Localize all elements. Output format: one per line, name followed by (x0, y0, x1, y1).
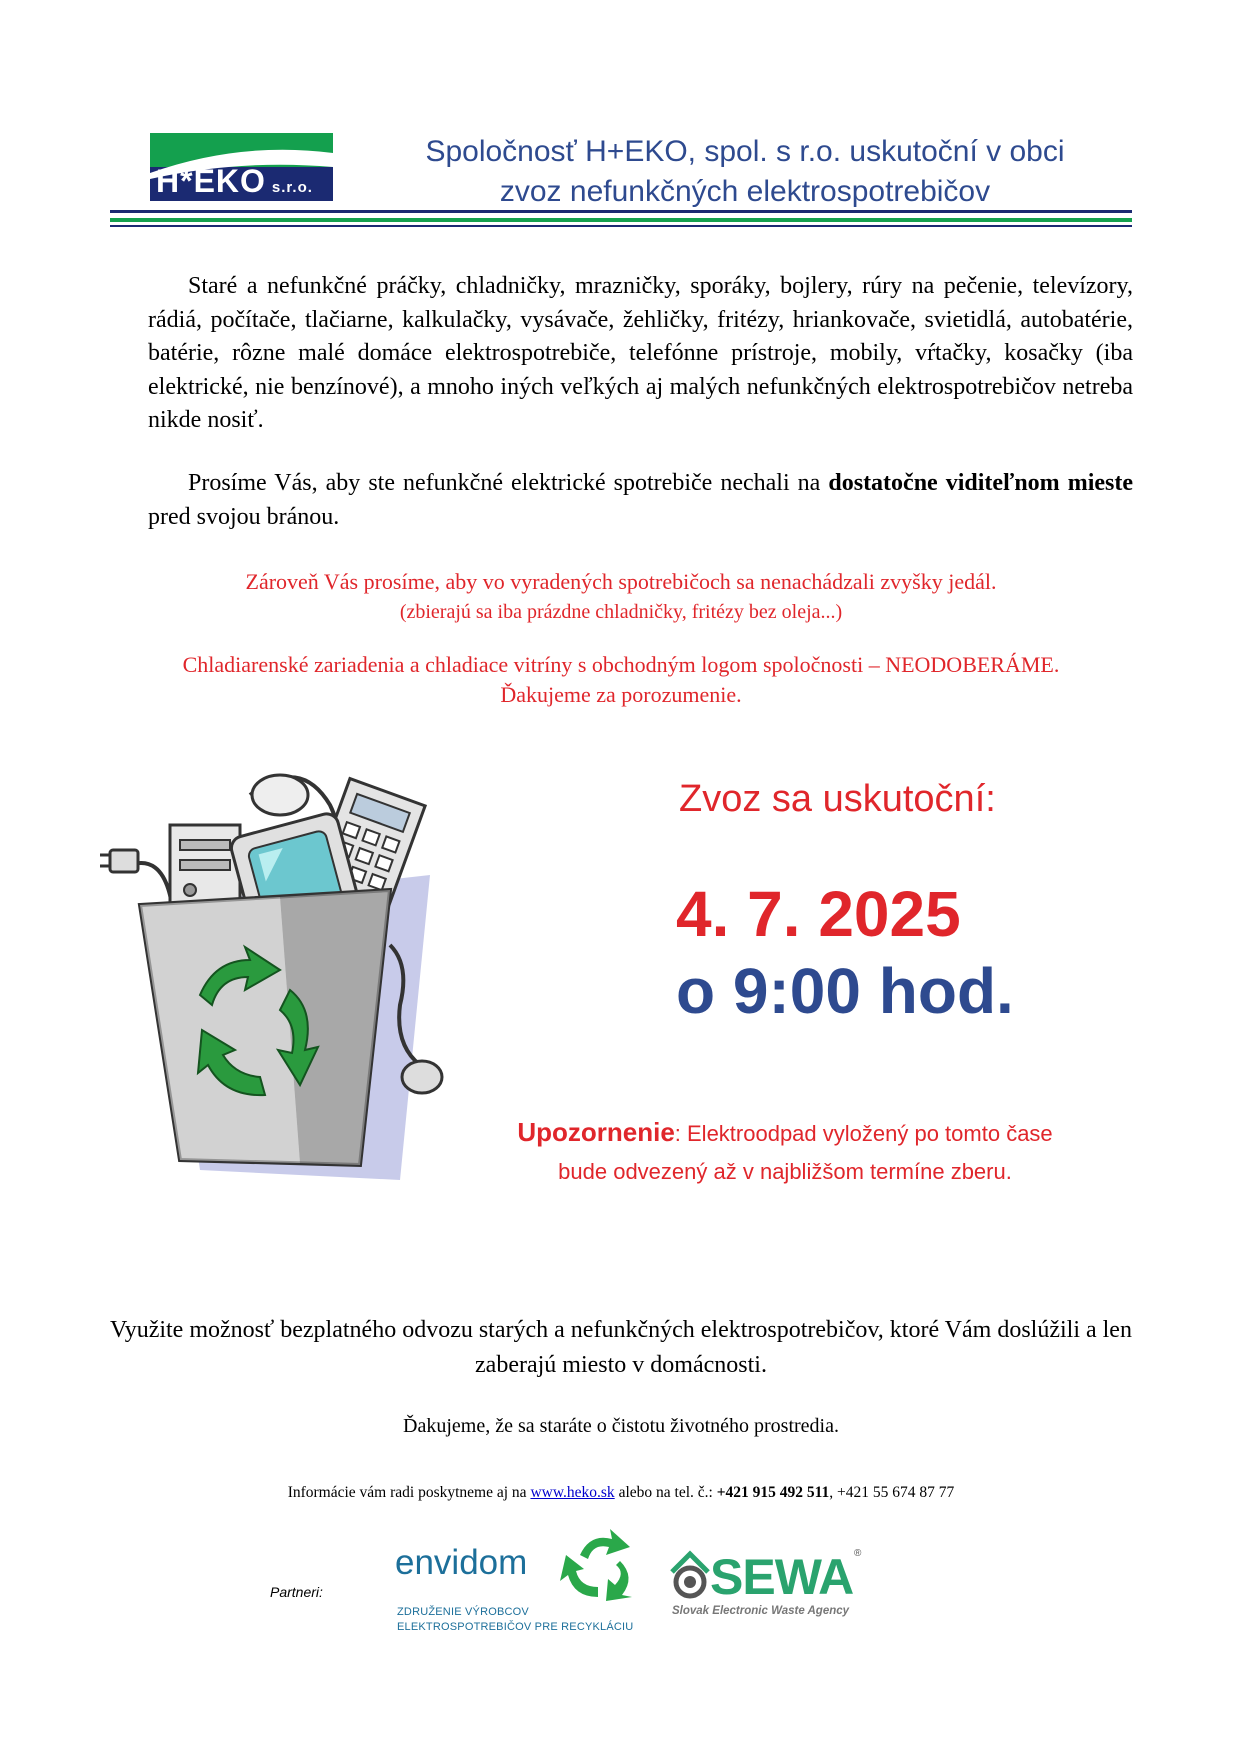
event-time: o 9:00 hod. (676, 955, 1014, 1027)
plug-icon (110, 850, 138, 872)
header-rule-navy-thin (110, 225, 1132, 227)
note-commercial-line-1: Chladiarenské zariadenia a chladiace vitríny s obchodným logom spoločnosti – NEODOBERÁME. (182, 652, 1060, 677)
note-food-line-1: Zároveň Vás prosíme, aby vo vyradených spotrebičoch sa nenachádzali zvyšky jedál. (245, 569, 997, 594)
warning-label: Upozornenie (517, 1117, 675, 1147)
event-date: 4. 7. 2025 (676, 878, 961, 950)
logo-suffix: s.r.o. (271, 179, 313, 196)
envidom-sub-line-2: ELEKTROSPOTREBIČOV PRE RECYKLÁCIU (397, 1621, 634, 1633)
warning-line-2: bude odvezený až v najbližšom termíne zberu. (558, 1159, 1012, 1184)
sewa-name: SEWA (710, 1549, 854, 1605)
connector-icon (402, 1061, 442, 1093)
header-rule-green (110, 218, 1132, 222)
request-text-before: Prosíme Vás, aby ste nefunkčné elektrické spotrebiče nechali na (188, 470, 829, 496)
request-paragraph (148, 467, 1133, 534)
recycle-bin-illustration (100, 765, 460, 1185)
contact-text-before: Informácie vám radi poskytneme aj na (287, 1484, 531, 1501)
note-commercial (110, 650, 1132, 710)
offer-text: Využite možnosť bezplatného odvozu starých a nefunkčných elektrospotrebičov, ktoré Vám doslúžili a len zaberajú miesto v domácnosti. (110, 1317, 1132, 1378)
request-bold: dostatočne viditeľnom mieste (828, 470, 1133, 496)
header-line-2: zvoz nefunkčných elektrospotrebičov (499, 175, 991, 208)
mouse-icon (252, 775, 308, 815)
phone-other: , +421 55 674 87 77 (829, 1484, 955, 1501)
intro-text: Staré a nefunkčné práčky, chladničky, mrazničky, sporáky, bojlery, rúry na pečenie, televízory, rádiá, počítače, tlačiarne, kalkulačky, vysávače, žehličky, fritézy, hriankovače, svietidlá, autobatérie, batérie, rôzne malé domáce elektrospotrebiče, telefónne prístroje, mobily, vŕtačky, kosačky (iba elektrické, nie benzínové), a mnoho iných veľkých aj malých nefunkčných elektrospotrebičov netreba nikde nosiť. (148, 273, 1133, 433)
note-food-line-2: (zbierajú sa iba prázdne chladničky, fritézy bez oleja...) (399, 601, 843, 623)
website-link[interactable]: www.heko.sk (530, 1484, 615, 1501)
envidom-name: envidom (395, 1543, 528, 1582)
contact-text-middle: alebo na tel. č.: (614, 1484, 717, 1501)
intro-paragraph (148, 270, 1133, 438)
header-line-1: Spoločnosť H+EKO, spol. s r.o. uskutoční v obci (425, 135, 1065, 168)
envidom-logo (395, 1525, 640, 1635)
contact-line (110, 1484, 1132, 1502)
event-heading: Zvoz sa uskutoční: (679, 778, 996, 820)
envidom-sub-line-1: ZDRUŽENIE VÝROBCOV (397, 1606, 529, 1618)
header-title (360, 132, 1130, 212)
heko-logo (150, 133, 333, 201)
note-food (110, 567, 1132, 627)
warning-line-1: : Elektroodpad vyložený po tomto čase (674, 1121, 1053, 1146)
header-rule-navy (110, 210, 1132, 213)
sewa-registered-mark: ® (854, 1548, 862, 1559)
logo-text: H*EKO (156, 163, 266, 199)
phone-main: +421 915 492 511 (716, 1484, 830, 1501)
sewa-logo (668, 1548, 868, 1628)
partners-label: Partneri: (270, 1584, 323, 1600)
request-text-after: pred svojou bránou. (148, 503, 340, 530)
sewa-house-icon (668, 1550, 712, 1602)
sewa-tagline: Slovak Electronic Waste Agency (672, 1605, 850, 1617)
thanks-text: Ďakujeme, že sa staráte o čistotu životného prostredia. (403, 1415, 839, 1437)
warning-note (455, 1113, 1115, 1191)
envidom-recycle-icon (560, 1525, 638, 1603)
note-commercial-line-2: Ďakujeme za porozumenie. (500, 682, 742, 707)
